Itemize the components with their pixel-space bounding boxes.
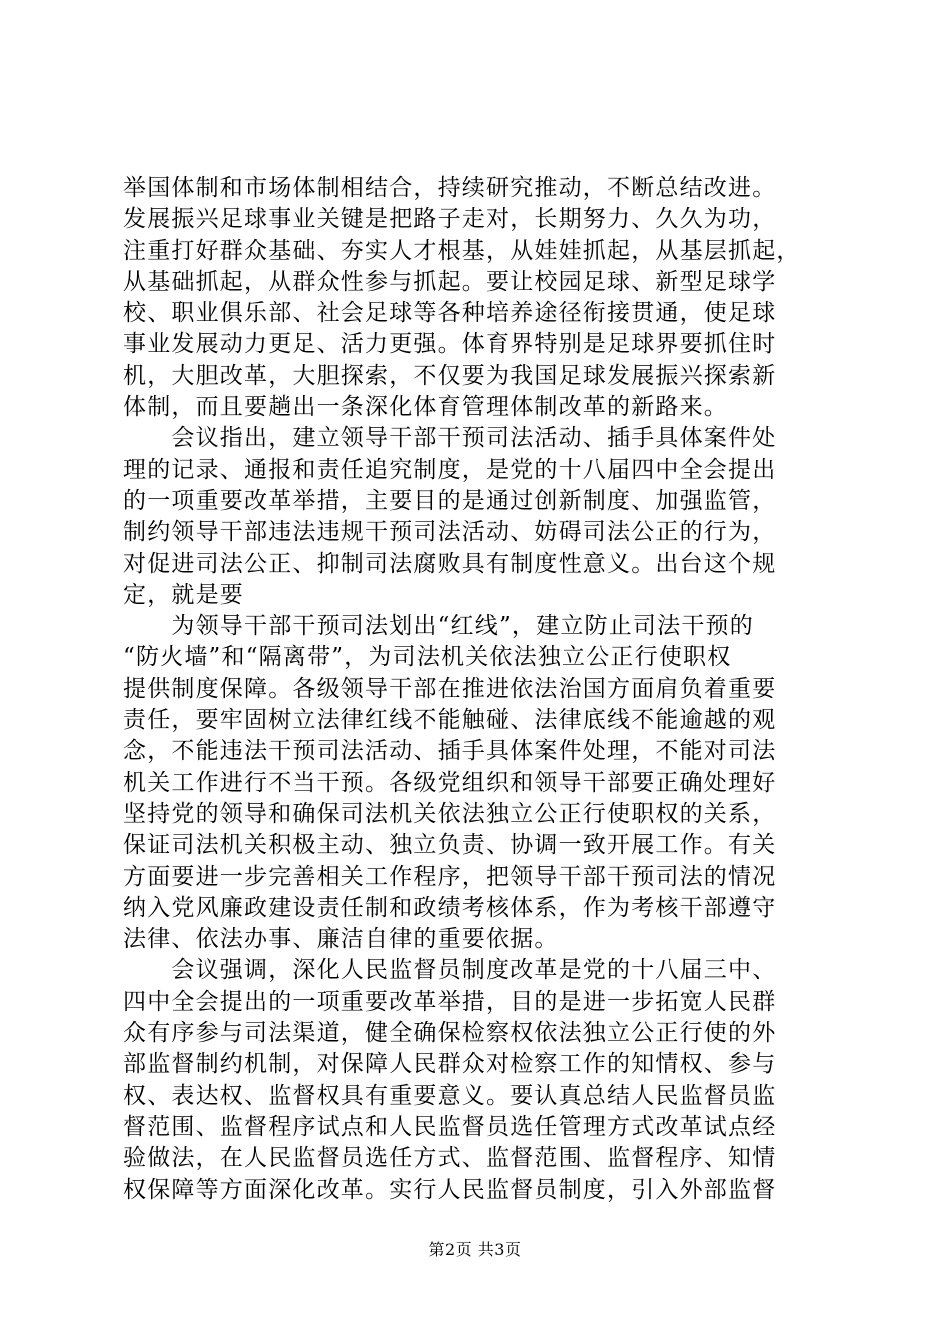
body-text bbox=[123, 173, 843, 1206]
text-line: 从基础抓起，从群众性参与抓起。要让校园足球、新型足球学 bbox=[123, 268, 777, 295]
text-line: 念，不能违法干预司法活动、插手具体案件处理，不能对司法 bbox=[123, 738, 777, 765]
text-line: 提供制度保障。各级领导干部在推进依法治国方面肩负着重要 bbox=[123, 675, 777, 702]
text-line: 理的记录、通报和责任追究制度，是党的十八届四中全会提出 bbox=[123, 456, 777, 483]
text-line: 事业发展动力更足、活力更强。体育界特别是足球界要抓住时 bbox=[123, 331, 777, 358]
text-line: 定，就是要 bbox=[123, 581, 244, 608]
text-line: 的一项重要改革举措，主要目的是通过创新制度、加强监管， bbox=[123, 487, 777, 514]
text-line: 体制，而且要趟出一条深化体育管理体制改革的新路来。 bbox=[123, 394, 728, 421]
text-line: 举国体制和市场体制相结合，持续研究推动，不断总结改进。 bbox=[123, 175, 777, 201]
text-line: 众有序参与司法渠道，健全确保检察权依法独立公正行使的外 bbox=[123, 1020, 777, 1047]
text-line: 为领导干部干预司法划出“红线”，建立防止司法干预的 bbox=[123, 613, 754, 640]
text-line: 部监督制约机制，对保障人民群众对检察工作的知情权、参与 bbox=[123, 1051, 777, 1078]
text-line: 坚持党的领导和确保司法机关依法独立公正行使职权的关系， bbox=[123, 800, 777, 827]
text-line: 权、表达权、监督权具有重要意义。要认真总结人民监督员监 bbox=[123, 1082, 777, 1109]
text-line: 权保障等方面深化改革。实行人民监督员制度，引入外部监督 bbox=[123, 1176, 777, 1203]
text-line: 验做法，在人民监督员选任方式、监督范围、监督程序、知情 bbox=[123, 1145, 777, 1172]
text-line: 对促进司法公正、抑制司法腐败具有制度性意义。出台这个规 bbox=[123, 550, 777, 577]
page-number-footer: 第2页 共3页 bbox=[428, 1240, 522, 1259]
text-line: 校、职业俱乐部、社会足球等各种培养途径衔接贯通，使足球 bbox=[123, 300, 777, 327]
text-line: 纳入党风廉政建设责任制和政绩考核体系，作为考核干部遵守 bbox=[123, 894, 777, 921]
text-line: 保证司法机关积极主动、独立负责、协调一致开展工作。有关 bbox=[123, 832, 777, 859]
text-line: 督范围、监督程序试点和人民监督员选任管理方式改革试点经 bbox=[123, 1113, 777, 1140]
text-line: 法律、依法办事、廉洁自律的重要依据。 bbox=[123, 926, 559, 953]
text-line: “防火墙”和“隔离带”，为司法机关依法独立公正行使职权 bbox=[123, 644, 732, 671]
text-line: 制约领导干部违法违规干预司法活动、妨碍司法公正的行为， bbox=[123, 519, 777, 546]
text-line: 注重打好群众基础、夯实人才根基，从娃娃抓起，从基层抓起， bbox=[123, 237, 801, 264]
text-line: 机，大胆改革，大胆探索，不仅要为我国足球发展振兴探索新 bbox=[123, 362, 777, 389]
text-line: 会议指出，建立领导干部干预司法活动、插手具体案件处 bbox=[123, 425, 777, 452]
text-line: 方面要进一步完善相关工作程序，把领导干部干预司法的情况 bbox=[123, 863, 777, 890]
text-line: 发展振兴足球事业关键是把路子走对，长期努力、久久为功， bbox=[123, 206, 777, 233]
text-line: 会议强调，深化人民监督员制度改革是党的十八届三中、 bbox=[123, 957, 777, 984]
text-line: 四中全会提出的一项重要改革举措，目的是进一步拓宽人民群 bbox=[123, 988, 777, 1015]
text-line: 责任，要牢固树立法律红线不能触碰、法律底线不能逾越的观 bbox=[123, 707, 777, 734]
text-line: 机关工作进行不当干预。各级党组织和领导干部要正确处理好 bbox=[123, 769, 777, 796]
